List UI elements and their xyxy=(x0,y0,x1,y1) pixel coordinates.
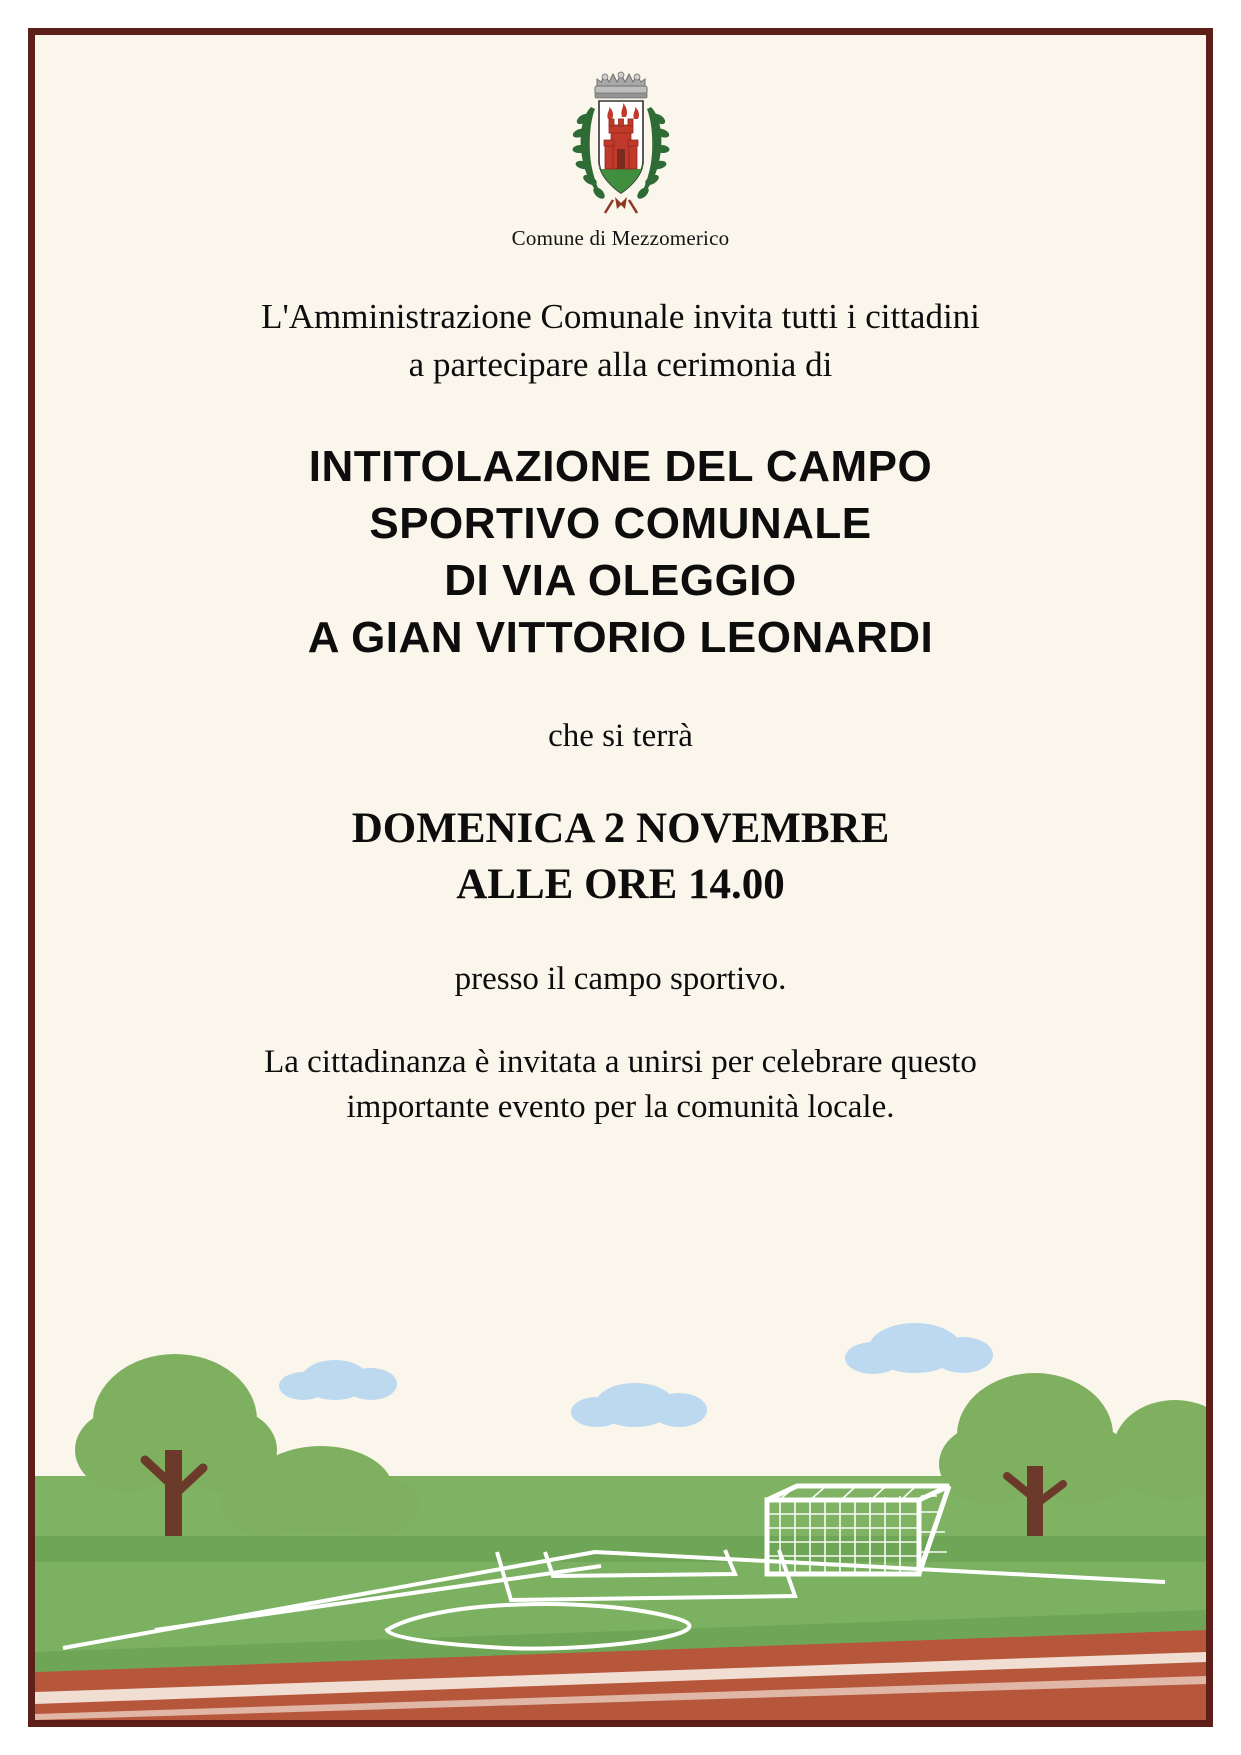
invite-line-1: L'Amministrazione Comunale invita tutti i cittadini xyxy=(261,297,980,336)
closing-line-1: La cittadinanza è invitata a unirsi per celebrare questo xyxy=(264,1044,977,1081)
sports-field-illustration xyxy=(35,1300,1206,1720)
event-title-line-2: SPORTIVO COMUNALE xyxy=(369,498,872,548)
poster xyxy=(28,28,1213,1727)
closing-line-2: importante evento per la comunità locale. xyxy=(346,1088,895,1125)
event-title-line-3: DI VIA OLEGGIO xyxy=(444,555,797,605)
event-location: presso il campo sportivo. xyxy=(454,961,787,998)
invite-line-2: a partecipare alla cerimonia di xyxy=(408,345,833,385)
poster-content xyxy=(85,293,1156,1129)
crest-wrap xyxy=(35,57,1206,251)
event-date xyxy=(85,801,1156,913)
event-date-line-2: ALLE ORE 14.00 xyxy=(456,861,785,909)
event-title-line-1: INTITOLAZIONE DEL CAMPO xyxy=(308,441,933,491)
crest-caption: Comune di Mezzomerico xyxy=(511,226,730,250)
municipal-coat-of-arms-icon xyxy=(561,204,681,221)
event-title xyxy=(85,438,1156,667)
event-date-line-1: DOMENICA 2 NOVEMBRE xyxy=(351,805,890,853)
event-title-line-4: A GIAN VITTORIO LEONARDI xyxy=(307,613,934,663)
poster-inner xyxy=(35,35,1206,1720)
che-si-terra-line: che si terrà xyxy=(548,718,693,755)
